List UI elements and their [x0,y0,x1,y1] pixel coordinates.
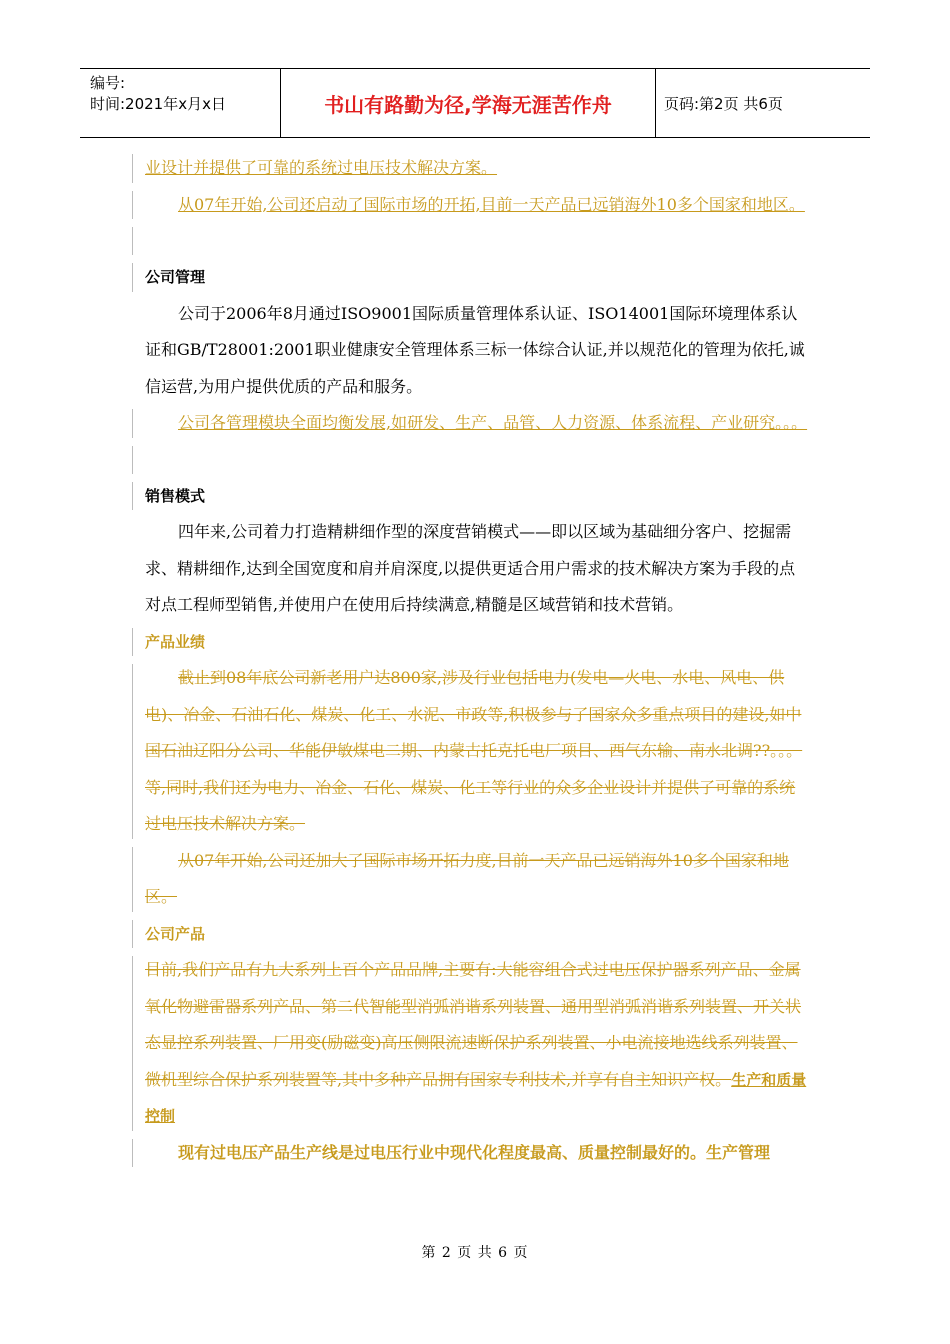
section-heading-management: 公司管理 [145,259,810,296]
paragraph [145,1135,810,1172]
paragraph [145,952,810,1135]
paragraph: 四年来,公司着力打造精耕细作型的深度营销模式——即以区域为基础细分客户、挖掘需求、精耕细作,达到全国宽度和肩并肩深度,以提供更适合用户需求的技术解决方案为手段的点对点工程师型销售,并使用户在使用后持续满意,精髓是区域营销和技术营销。 [145,522,796,614]
page-footer: 第 2 页 共 6 页 [421,1245,529,1261]
header-time: 时间:2021年x月x日 [90,95,226,113]
inserted-text: 从07年开始,公司还启动了国际市场的开拓,目前一天产品已远销海外10多个国家和地区。 [178,194,805,214]
inserted-text: 业设计并提供了可靠的系统过电压技术解决方案。 [145,158,498,177]
header-motto: 书山有路勤为径,学海无涯苦作舟 [280,69,656,137]
header-page-info: 页码:第2页 共6页 [664,94,783,113]
empty-paragraph [145,223,810,259]
section-heading-products: 公司产品 [145,916,810,953]
paragraph [145,843,810,916]
production-text: 现有过电压产品生产线是过电压行业中现代化程度最高、质量控制最好的。生产管理 [178,1142,771,1162]
deleted-text: 从07年开始,公司还加大了国际市场开拓力度,目前一天产品已远销海外10多个国家和地区。 [145,850,789,906]
inserted-text: 公司各管理模块全面均衡发展,如研发、生产、品管、人力资源、体系流程、产业研究。。。 [178,413,808,432]
deleted-text: 截止到08年底公司新老用户达800家,涉及行业包括电力(发电—火电、水电、风电、供电)、冶金、石油石化、煤炭、化工、水泥、市政等,积极参与了国家众多重点项目的建设,如中国石油辽阳分公司、华能伊敏煤电二期、内蒙古托克托电厂项目、西气东输、南水北调??。。。等,同时,我们还为电力、冶金、石化、煤炭、化工等行业的众多企业设计并提供了可靠的系统过电压技术解决方案。 [145,668,803,833]
paragraph [145,187,810,224]
paragraph [145,660,810,843]
section-heading-performance: 产品业绩 [145,624,810,661]
document-header [80,68,870,138]
header-meta [90,73,226,115]
paragraph [145,405,810,442]
section-heading-sales: 销售模式 [145,478,810,515]
header-number-label: 编号: [90,74,126,92]
paragraph [145,150,810,187]
document-body [145,150,810,1171]
deleted-text: 目前,我们产品有九大系列上百个产品品牌,主要有:大能容组合式过电压保护器系列产品、金属氧化物避雷器系列产品、第二代智能型消弧消谐系列装置、通用型消弧消谐系列装置、开关状态显控系列装置、厂用变(励磁变)高压侧限流速断保护系列装置、小电流接地选线系列装置、微机型综合保护系列装置等,其中多种产品拥有国家专利技术,并享有自主知识产权。 [145,960,802,1089]
empty-paragraph [145,442,810,478]
section-heading-production: 生产和质量控制 [145,1070,807,1125]
paragraph: 公司于2006年8月通过ISO9001国际质量管理体系认证、ISO14001国际环境理体系认证和GB/T28001:2001职业健康安全管理体系三标一体综合认证,并以规范化的管理为依托,诚信运营,为用户提供优质的产品和服务。 [145,303,805,396]
